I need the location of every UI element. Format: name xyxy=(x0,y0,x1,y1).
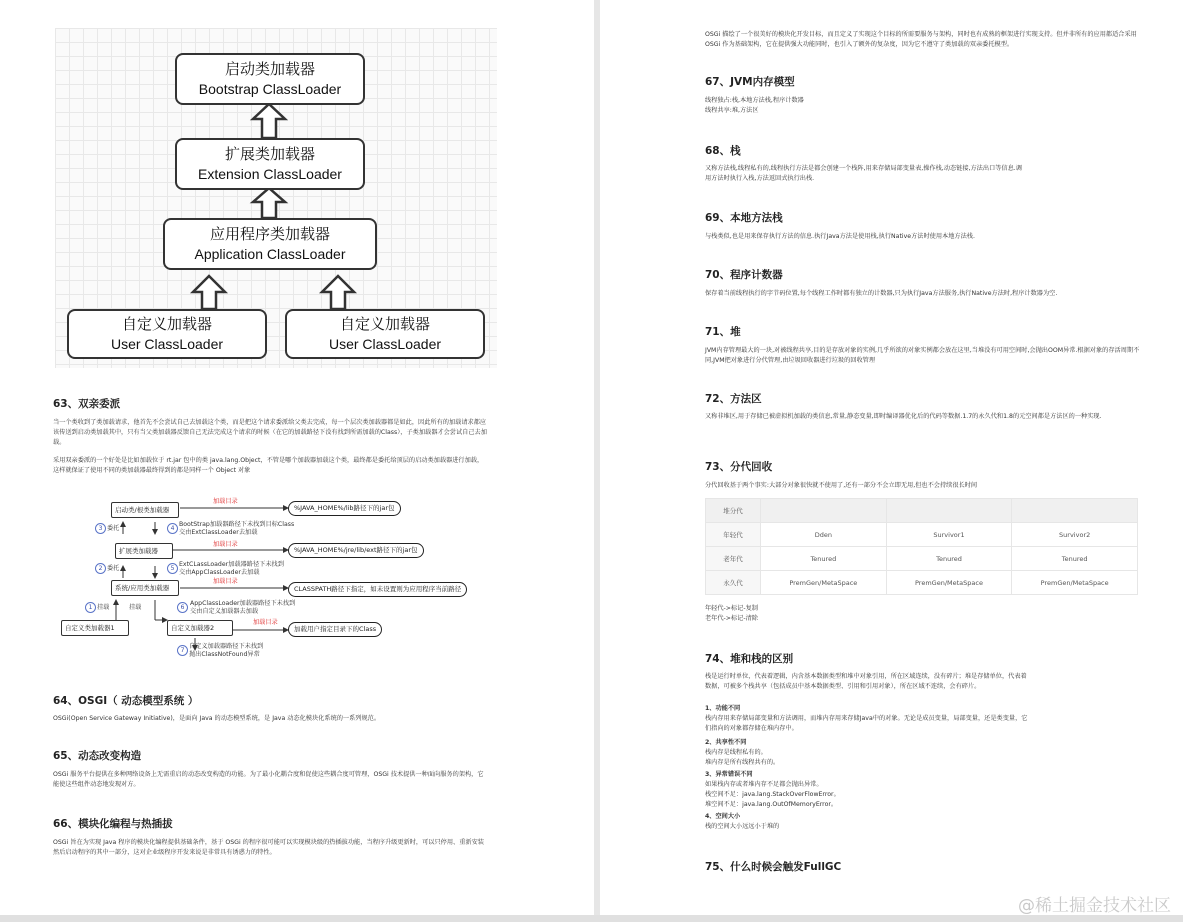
path-jre-lib-ext: %JAVA_HOME%/jre/lib/ext路径下的jar包 xyxy=(288,543,424,558)
table-cell: Tenured xyxy=(886,547,1012,571)
section-74-item-1-heading: 1、功能不同 xyxy=(705,705,741,712)
table-header-cell: 堆分代 xyxy=(706,499,761,523)
section-74-item-3-heading: 3、异常错误不同 xyxy=(705,771,753,778)
mount-label-2: 挂载 xyxy=(129,604,142,611)
section-73-note-old: 老年代->标记-清除 xyxy=(705,615,758,622)
table-cell: PremGen/MetaSpace xyxy=(886,571,1012,595)
path-user-dir: 加载用户指定目录下的Class xyxy=(288,622,382,637)
table-cell: PremGen/MetaSpace xyxy=(761,571,887,595)
user2-label-cn: 自定义加载器 xyxy=(339,315,430,333)
section-71-title: 71、堆 xyxy=(705,326,741,338)
table-cell: 老年代 xyxy=(706,547,761,571)
section-73-note-young: 年轻代->标记-复制 xyxy=(705,605,758,612)
flow-user-loader-1: 自定义类加载器1 xyxy=(61,620,129,636)
application-label-en: Application ClassLoader xyxy=(194,245,346,262)
table-cell: Tenured xyxy=(1012,547,1138,571)
step-2-badge: 2 xyxy=(95,563,106,574)
section-75-title: 75、什么时候会触发FullGC xyxy=(705,861,842,873)
arrow-ext-to-bootstrap xyxy=(253,104,285,138)
table-row xyxy=(706,523,1138,547)
path-classpath: CLASSPATH路径下指定，如未设置则为应用程序当前路径 xyxy=(288,582,467,597)
section-70-paragraph: 保存着当前线程执行的字节码位置,每个线程工作时都有独立的计数器,只为执行Java方法服务,执行Native方法时,程序计数器为空. xyxy=(705,290,1058,297)
section-74-item-3-a: 如果栈内存或者堆内存不足都会抛出异常。 xyxy=(705,781,823,788)
bootstrap-label-cn: 启动类加载器 xyxy=(224,60,315,78)
user2-label-en: User ClassLoader xyxy=(328,335,442,352)
arrow-app-to-ext xyxy=(253,188,285,218)
section-74-item-2-b: 堆内存是所有线程共有的。 xyxy=(705,759,780,766)
load-dir-label-4: 加载目录 xyxy=(253,619,278,626)
application-classloader-box xyxy=(163,218,377,270)
section-68-paragraph: 又称方法栈,线程私有的,线程执行方法是都会创建一个栈阵,用来存储局部变量表,操作栈,动态链接,方法出口等信息.调用方法时执行入栈,方法返回式执行出栈. xyxy=(705,165,1022,182)
table-header-cell xyxy=(886,499,1012,523)
section-64-paragraph: OSGi(Open Service Gateway Initiative)，是面向 Java 的动态模型系统，是 Java 动态化模块化系统的一系列规范。 xyxy=(53,715,381,722)
section-69-title: 69、本地方法栈 xyxy=(705,212,783,224)
section-66-paragraph: OSGi 旨在为实现 Java 程序的模块化编程提供基础条件，基于 OSGi 的程序很可能可以实现模块级的热插拔功能，当程序升级更新时，可以只停用、重新安装然后启动程序的其中一部分，这对企业级程序开发来说是非常具有诱惑力的特性。 xyxy=(53,839,484,856)
section-63-paragraph-2: 采用双亲委派的一个好处是比如加载位于 rt.jar 包中的类 java.lang.Object，不管是哪个加载器加载这个类，最终都是委托给顶层的启动类加载器进行加载，这样就保证了使用不同的类加载器最终得到的都是同样一个 Object 对象 xyxy=(53,457,484,474)
bootstrap-classloader-box xyxy=(175,53,365,105)
classloader-diagram xyxy=(55,28,497,368)
section-66-title: 66、模块化编程与热插拔 xyxy=(53,818,173,830)
section-74-item-2-heading: 2、共享性不同 xyxy=(705,739,747,746)
step-3-badge: 3 xyxy=(95,523,106,534)
section-67-title: 67、JVM内存模型 xyxy=(705,76,795,88)
bottom-strip xyxy=(0,915,1183,922)
step-4-note-a: BootStrap加载器路径下未找到目标Class xyxy=(179,521,295,528)
heap-generations-table xyxy=(705,498,1138,595)
flow-bootstrap-loader: 启动类/根类加载器 xyxy=(111,502,179,518)
section-74-item-2-a: 栈内存是线程私有的。 xyxy=(705,749,767,756)
section-65-paragraph: OSGi 服务平台提供在多种网络设备上无需重启的动态改变构造的功能。为了最小化耦合度和促使这些耦合度可管理，OSGi 技术提供一种面向服务的架构，它能使这些组件动态地发现对方。 xyxy=(53,771,484,788)
section-63-paragraph-1: 当一个类收到了类加载请求，他首先不会尝试自己去加载这个类，而是把这个请求委派给父类去完成，每一个层次类加载器都是如此，因此所有的加载请求都应该传送到启动类加载其中，只有当父类加载器反馈自己无法完成这个请求的时候（在它的加载路径下没有找到所需加载的Class），子类加载器才会尝试自己去加载。 xyxy=(53,419,487,446)
section-74-item-3-c: 堆空间不足：java.lang.OutOfMemoryError。 xyxy=(705,801,838,808)
table-cell: Tenured xyxy=(761,547,887,571)
bootstrap-label-en: Bootstrap ClassLoader xyxy=(198,80,342,97)
step-7-badge: 7 xyxy=(177,645,188,656)
step-7-note-a: 自定义加载器路径下未找到 xyxy=(189,643,264,650)
mount-label-1: 挂载 xyxy=(97,604,110,611)
user-classloader-box-2 xyxy=(285,309,485,359)
section-74-item-1: 栈内存用来存储局部变量和方法调用，而堆内存用来存储Java中的对象。无论是成员变量，局部变量，还是类变量，它们指向的对象都存储在堆内存中。 xyxy=(705,715,1028,732)
section-71-paragraph: JVM内存管理最大的一块,对被线程共享,目的是存放对象的实例,几乎所欲的对象实例都会放在这里,当堆没有可用空间时,会抛出OOM异常.根据对象的存活周期不同,JVM把对象进行分代管理,由垃圾回收器进行垃圾的回收管理 xyxy=(705,347,1140,364)
step-4-note-b: 交由ExtClassLoader去加载 xyxy=(179,529,258,536)
user1-label-cn: 自定义加载器 xyxy=(121,315,212,333)
section-74-paragraph: 栈是运行时单位，代表着逻辑，内含基本数据类型和堆中对象引用，所在区域连续，没有碎片；堆是存储单位，代表着数据，可被多个栈共享（包括成员中基本数据类型、引用和引用对象），所在区域不连续，会有碎片。 xyxy=(705,673,1027,690)
step-5-note-a: ExtCLassLoader加载器路径下未找到 xyxy=(179,561,284,568)
section-73-title: 73、分代回收 xyxy=(705,461,773,473)
section-74-item-4-heading: 4、空间大小 xyxy=(705,813,741,820)
delegate-label-1: 委托 xyxy=(107,525,120,532)
step-7-note-b: 抛出ClassNotFound异常 xyxy=(189,651,260,658)
section-69-paragraph: 与栈类似,也是用来保存执行方法的信息.执行Java方法是使用栈,执行Native方法时使用本地方法栈. xyxy=(705,233,975,240)
extension-label-cn: 扩展类加载器 xyxy=(224,145,315,163)
table-row xyxy=(706,547,1138,571)
section-70-title: 70、程序计数器 xyxy=(705,269,783,281)
section-65-title: 65、动态改变构造 xyxy=(53,750,142,762)
section-74-item-4: 栈的空间大小远远小于堆的 xyxy=(705,823,780,830)
arrow-user1-to-app xyxy=(193,276,225,309)
step-6-note-a: AppClassLoader加载器路径下未找到 xyxy=(190,600,296,607)
extension-classloader-box xyxy=(175,138,365,190)
path-jre-lib: %JAVA_HOME%/lib路径下的jar包 xyxy=(288,501,401,516)
section-63-title: 63、双亲委派 xyxy=(53,398,121,410)
table-row xyxy=(706,571,1138,595)
section-68-title: 68、栈 xyxy=(705,145,741,157)
step-5-note-b: 交由AppClassLoader去加载 xyxy=(179,569,260,576)
flow-app-loader: 系统/应用类加载器 xyxy=(111,580,179,596)
step-6-note-b: 交由自定义加载器去加载 xyxy=(190,608,259,615)
section-67-line-2: 线程共享:堆,方法区 xyxy=(705,107,759,114)
load-dir-label-3: 加载目录 xyxy=(213,578,238,585)
step-5-badge: 5 xyxy=(167,563,178,574)
flow-ext-loader: 扩展类加载器 xyxy=(115,543,173,559)
table-header-row xyxy=(706,499,1138,523)
site-watermark: @稀土掘金技术社区 xyxy=(1018,896,1171,916)
load-dir-label-1: 加载目录 xyxy=(213,498,238,505)
step-6-badge: 6 xyxy=(177,602,188,613)
right-page xyxy=(600,0,1183,915)
extension-label-en: Extension ClassLoader xyxy=(198,165,342,182)
table-cell: 年轻代 xyxy=(706,523,761,547)
application-label-cn: 应用程序类加载器 xyxy=(209,225,330,243)
load-dir-label-2: 加载目录 xyxy=(213,541,238,548)
step-1-badge: 1 xyxy=(85,602,96,613)
section-72-title: 72、方法区 xyxy=(705,393,762,405)
user1-label-en: User ClassLoader xyxy=(110,335,224,352)
section-74-title: 74、堆和栈的区别 xyxy=(705,653,794,665)
table-cell: Survivor1 xyxy=(886,523,1012,547)
table-cell: Dden xyxy=(761,523,887,547)
table-cell: PremGen/MetaSpace xyxy=(1012,571,1138,595)
arrow-user2-to-app xyxy=(322,276,354,309)
section-74-item-3-b: 栈空间不足：java.lang.StackOverFlowError。 xyxy=(705,791,840,798)
user-classloader-box-1 xyxy=(67,309,267,359)
delegation-flow-diagram xyxy=(55,492,495,664)
table-header-cell xyxy=(1012,499,1138,523)
delegate-label-2: 委托 xyxy=(107,565,120,572)
section-64-title: 64、OSGI（ 动态模型系统 ） xyxy=(53,695,199,707)
table-header-cell xyxy=(761,499,887,523)
flow-user-loader-2: 自定义加载器2 xyxy=(167,620,233,636)
section-67-line-1: 线程独占:栈,本地方法栈,程序计数器 xyxy=(705,97,804,104)
left-page xyxy=(0,0,594,915)
step-4-badge: 4 xyxy=(167,523,178,534)
osgi-intro-paragraph: OSGi 描绘了一个很美好的模块化开发目标，而且定义了实现这个目标的所需要服务与架构，同时也有成熟的框架进行实现支持。但并非所有的应用都适合采用 OSGi 作为基础架构，它在提供强大功能同时，也引入了额外的复杂度，因为它不遵守了类加载的双亲委托模型。 xyxy=(705,31,1137,48)
section-72-paragraph: 又称非堆区,用于存储已被虚拟机加载的类信息,常量,静态变量,即时编译器优化后的代码等数据.1.7的永久代和1.8的元空间都是方法区的一种实现. xyxy=(705,413,1102,420)
table-cell: 永久代 xyxy=(706,571,761,595)
section-73-paragraph: 分代回收基于两个事实:大部分对象很快就不使用了,还有一部分不会立即无用,但也不会持续很长时间 xyxy=(705,482,978,489)
table-cell: Survivor2 xyxy=(1012,523,1138,547)
